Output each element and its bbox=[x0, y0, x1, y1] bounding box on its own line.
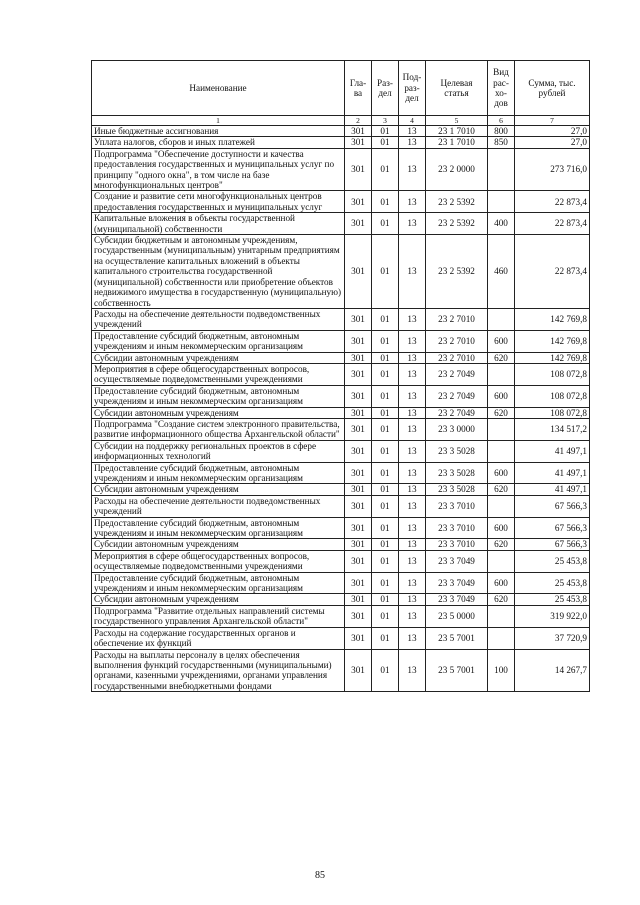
row-podrazdel: 13 bbox=[399, 605, 426, 627]
row-target: 23 3 0000 bbox=[426, 418, 488, 440]
row-razdel: 01 bbox=[372, 213, 399, 235]
row-target: 23 2 7010 bbox=[426, 352, 488, 363]
row-target: 23 3 7049 bbox=[426, 572, 488, 594]
row-target: 23 3 7049 bbox=[426, 594, 488, 605]
row-glava: 301 bbox=[345, 126, 372, 137]
row-razdel: 01 bbox=[372, 649, 399, 692]
row-vid bbox=[488, 363, 515, 385]
row-glava: 301 bbox=[345, 385, 372, 407]
row-razdel: 01 bbox=[372, 418, 399, 440]
row-podrazdel: 13 bbox=[399, 649, 426, 692]
row-razdel: 01 bbox=[372, 148, 399, 191]
row-podrazdel: 13 bbox=[399, 191, 426, 213]
row-vid bbox=[488, 308, 515, 330]
row-glava: 301 bbox=[345, 649, 372, 692]
table-row bbox=[92, 213, 590, 235]
row-target: 23 2 0000 bbox=[426, 148, 488, 191]
row-podrazdel: 13 bbox=[399, 213, 426, 235]
row-vid: 600 bbox=[488, 517, 515, 539]
row-sum: 67 566,3 bbox=[515, 517, 590, 539]
row-vid bbox=[488, 627, 515, 649]
table-row bbox=[92, 440, 590, 462]
row-target: 23 5 0000 bbox=[426, 605, 488, 627]
row-vid bbox=[488, 605, 515, 627]
row-podrazdel: 13 bbox=[399, 462, 426, 484]
row-sum: 108 072,8 bbox=[515, 385, 590, 407]
table-row bbox=[92, 495, 590, 517]
table-row bbox=[92, 572, 590, 594]
row-podrazdel: 13 bbox=[399, 418, 426, 440]
row-glava: 301 bbox=[345, 363, 372, 385]
row-vid bbox=[488, 191, 515, 213]
row-name: Расходы на обеспечение деятельности подведомственных учреждений bbox=[92, 495, 345, 517]
row-vid: 600 bbox=[488, 330, 515, 352]
row-glava: 301 bbox=[345, 352, 372, 363]
row-target: 23 2 7049 bbox=[426, 385, 488, 407]
row-name: Иные бюджетные ассигнования bbox=[92, 126, 345, 137]
row-sum: 67 566,3 bbox=[515, 539, 590, 550]
header-target: Целевая статья bbox=[426, 61, 488, 116]
row-sum: 41 497,1 bbox=[515, 440, 590, 462]
row-razdel: 01 bbox=[372, 550, 399, 572]
row-vid: 620 bbox=[488, 484, 515, 495]
row-sum: 108 072,8 bbox=[515, 363, 590, 385]
row-sum: 37 720,9 bbox=[515, 627, 590, 649]
row-vid bbox=[488, 495, 515, 517]
row-sum: 22 873,4 bbox=[515, 191, 590, 213]
row-podrazdel: 13 bbox=[399, 594, 426, 605]
row-podrazdel: 13 bbox=[399, 235, 426, 309]
row-sum: 22 873,4 bbox=[515, 213, 590, 235]
row-sum: 25 453,8 bbox=[515, 594, 590, 605]
header-name: Наименование bbox=[92, 61, 345, 116]
row-glava: 301 bbox=[345, 484, 372, 495]
row-razdel: 01 bbox=[372, 407, 399, 418]
row-vid: 620 bbox=[488, 539, 515, 550]
row-razdel: 01 bbox=[372, 126, 399, 137]
row-target: 23 2 7049 bbox=[426, 407, 488, 418]
table-row bbox=[92, 191, 590, 213]
row-sum: 142 769,8 bbox=[515, 330, 590, 352]
row-glava: 301 bbox=[345, 627, 372, 649]
row-podrazdel: 13 bbox=[399, 363, 426, 385]
row-sum: 14 267,7 bbox=[515, 649, 590, 692]
row-glava: 301 bbox=[345, 572, 372, 594]
row-name: Субсидии на поддержку региональных проектов в сфере информационных технологий bbox=[92, 440, 345, 462]
row-sum: 273 716,0 bbox=[515, 148, 590, 191]
row-razdel: 01 bbox=[372, 352, 399, 363]
row-name: Субсидии автономным учреждениям bbox=[92, 407, 345, 418]
row-target: 23 2 5392 bbox=[426, 213, 488, 235]
row-glava: 301 bbox=[345, 148, 372, 191]
row-razdel: 01 bbox=[372, 462, 399, 484]
row-glava: 301 bbox=[345, 462, 372, 484]
row-razdel: 01 bbox=[372, 440, 399, 462]
column-number-row bbox=[92, 116, 590, 126]
row-target: 23 2 7049 bbox=[426, 363, 488, 385]
row-vid: 800 bbox=[488, 126, 515, 137]
row-podrazdel: 13 bbox=[399, 308, 426, 330]
row-vid: 400 bbox=[488, 213, 515, 235]
table-row bbox=[92, 126, 590, 137]
row-target: 23 3 7010 bbox=[426, 495, 488, 517]
row-sum: 134 517,2 bbox=[515, 418, 590, 440]
row-podrazdel: 13 bbox=[399, 495, 426, 517]
column-number: 5 bbox=[426, 116, 488, 126]
row-podrazdel: 13 bbox=[399, 550, 426, 572]
table-row bbox=[92, 605, 590, 627]
column-number: 6 bbox=[488, 116, 515, 126]
budget-table bbox=[91, 60, 590, 692]
row-target: 23 5 7001 bbox=[426, 649, 488, 692]
row-name: Предоставление субсидий бюджетным, автономным учреждениям и иным некоммерческим организациям bbox=[92, 572, 345, 594]
row-name: Предоставление субсидий бюджетным, автономным учреждениям и иным некоммерческим организациям bbox=[92, 330, 345, 352]
row-podrazdel: 13 bbox=[399, 484, 426, 495]
row-sum: 41 497,1 bbox=[515, 484, 590, 495]
row-name: Субсидии автономным учреждениям bbox=[92, 594, 345, 605]
header-razdel: Раз-дел bbox=[372, 61, 399, 116]
table-row bbox=[92, 363, 590, 385]
row-sum: 142 769,8 bbox=[515, 352, 590, 363]
column-number: 3 bbox=[372, 116, 399, 126]
table-body bbox=[92, 126, 590, 692]
row-podrazdel: 13 bbox=[399, 330, 426, 352]
column-number: 1 bbox=[92, 116, 345, 126]
header-glava: Гла-ва bbox=[345, 61, 372, 116]
row-razdel: 01 bbox=[372, 627, 399, 649]
row-vid bbox=[488, 148, 515, 191]
row-glava: 301 bbox=[345, 191, 372, 213]
row-sum: 22 873,4 bbox=[515, 235, 590, 309]
table-row bbox=[92, 539, 590, 550]
row-razdel: 01 bbox=[372, 385, 399, 407]
row-sum: 319 922,0 bbox=[515, 605, 590, 627]
row-razdel: 01 bbox=[372, 605, 399, 627]
row-target: 23 3 7010 bbox=[426, 517, 488, 539]
row-vid bbox=[488, 550, 515, 572]
row-glava: 301 bbox=[345, 605, 372, 627]
row-glava: 301 bbox=[345, 594, 372, 605]
row-name: Субсидии автономным учреждениям bbox=[92, 539, 345, 550]
row-target: 23 3 7049 bbox=[426, 550, 488, 572]
row-name: Расходы на обеспечение деятельности подведомственных учреждений bbox=[92, 308, 345, 330]
row-name: Предоставление субсидий бюджетным, автономным учреждениям и иным некоммерческим организациям bbox=[92, 517, 345, 539]
table-row bbox=[92, 352, 590, 363]
row-target: 23 3 7010 bbox=[426, 539, 488, 550]
row-podrazdel: 13 bbox=[399, 148, 426, 191]
row-target: 23 1 7010 bbox=[426, 126, 488, 137]
row-name: Расходы на содержание государственных органов и обеспечение их функций bbox=[92, 627, 345, 649]
row-sum: 25 453,8 bbox=[515, 572, 590, 594]
row-vid: 600 bbox=[488, 462, 515, 484]
row-podrazdel: 13 bbox=[399, 126, 426, 137]
table-row bbox=[92, 235, 590, 309]
header-row bbox=[92, 61, 590, 116]
row-razdel: 01 bbox=[372, 191, 399, 213]
table-row bbox=[92, 407, 590, 418]
row-razdel: 01 bbox=[372, 517, 399, 539]
row-razdel: 01 bbox=[372, 330, 399, 352]
row-podrazdel: 13 bbox=[399, 440, 426, 462]
row-razdel: 01 bbox=[372, 484, 399, 495]
table-row bbox=[92, 148, 590, 191]
row-razdel: 01 bbox=[372, 572, 399, 594]
row-sum: 25 453,8 bbox=[515, 550, 590, 572]
row-podrazdel: 13 bbox=[399, 352, 426, 363]
row-name: Мероприятия в сфере общегосударственных вопросов, осуществляемые подведомственными учреждениями bbox=[92, 363, 345, 385]
row-name: Капитальные вложения в объекты государственной (муниципальной) собственности bbox=[92, 213, 345, 235]
row-glava: 301 bbox=[345, 407, 372, 418]
row-name: Расходы на выплаты персоналу в целях обеспечения выполнения функций государственными (муниципальными) органами, казенными учреждениями, органами управления государственными внебюджетными фондами bbox=[92, 649, 345, 692]
row-glava: 301 bbox=[345, 440, 372, 462]
table-row bbox=[92, 137, 590, 148]
row-sum: 142 769,8 bbox=[515, 308, 590, 330]
row-glava: 301 bbox=[345, 235, 372, 309]
row-sum: 41 497,1 bbox=[515, 462, 590, 484]
row-glava: 301 bbox=[345, 418, 372, 440]
row-razdel: 01 bbox=[372, 235, 399, 309]
row-glava: 301 bbox=[345, 517, 372, 539]
table-row bbox=[92, 649, 590, 692]
table-row bbox=[92, 484, 590, 495]
row-vid bbox=[488, 440, 515, 462]
row-name: Предоставление субсидий бюджетным, автономным учреждениям и иным некоммерческим организациям bbox=[92, 462, 345, 484]
row-name: Субсидии автономным учреждениям bbox=[92, 352, 345, 363]
table-row bbox=[92, 627, 590, 649]
row-razdel: 01 bbox=[372, 539, 399, 550]
table-row bbox=[92, 330, 590, 352]
row-target: 23 1 7010 bbox=[426, 137, 488, 148]
row-podrazdel: 13 bbox=[399, 385, 426, 407]
row-sum: 67 566,3 bbox=[515, 495, 590, 517]
row-razdel: 01 bbox=[372, 495, 399, 517]
page-number: 85 bbox=[315, 870, 325, 881]
row-target: 23 2 7010 bbox=[426, 330, 488, 352]
row-vid bbox=[488, 418, 515, 440]
row-target: 23 2 5392 bbox=[426, 191, 488, 213]
row-podrazdel: 13 bbox=[399, 572, 426, 594]
header-sum: Сумма, тыс. рублей bbox=[515, 61, 590, 116]
row-sum: 27,0 bbox=[515, 137, 590, 148]
table-row bbox=[92, 308, 590, 330]
row-name: Субсидии автономным учреждениям bbox=[92, 484, 345, 495]
row-name: Подпрограмма "Развитие отдельных направлений системы государственного управления Архангельской области" bbox=[92, 605, 345, 627]
table-row bbox=[92, 550, 590, 572]
row-glava: 301 bbox=[345, 330, 372, 352]
row-vid: 600 bbox=[488, 385, 515, 407]
table-row bbox=[92, 385, 590, 407]
row-podrazdel: 13 bbox=[399, 137, 426, 148]
table-header bbox=[92, 61, 590, 126]
column-number: 4 bbox=[399, 116, 426, 126]
row-vid: 460 bbox=[488, 235, 515, 309]
table-row bbox=[92, 594, 590, 605]
row-podrazdel: 13 bbox=[399, 627, 426, 649]
row-glava: 301 bbox=[345, 213, 372, 235]
column-number: 7 bbox=[515, 116, 590, 126]
row-glava: 301 bbox=[345, 308, 372, 330]
row-target: 23 2 5392 bbox=[426, 235, 488, 309]
row-razdel: 01 bbox=[372, 363, 399, 385]
row-sum: 27,0 bbox=[515, 126, 590, 137]
row-podrazdel: 13 bbox=[399, 517, 426, 539]
row-sum: 108 072,8 bbox=[515, 407, 590, 418]
row-target: 23 2 7010 bbox=[426, 308, 488, 330]
row-name: Создание и развитие сети многофункциональных центров предоставления государственных и муниципальных услуг bbox=[92, 191, 345, 213]
header-podrazdel: Под-раз-дел bbox=[399, 61, 426, 116]
row-glava: 301 bbox=[345, 550, 372, 572]
table-row bbox=[92, 462, 590, 484]
row-razdel: 01 bbox=[372, 594, 399, 605]
row-glava: 301 bbox=[345, 137, 372, 148]
row-target: 23 3 5028 bbox=[426, 484, 488, 495]
row-vid: 620 bbox=[488, 594, 515, 605]
row-razdel: 01 bbox=[372, 137, 399, 148]
row-vid: 850 bbox=[488, 137, 515, 148]
row-glava: 301 bbox=[345, 539, 372, 550]
table-row bbox=[92, 418, 590, 440]
row-name: Мероприятия в сфере общегосударственных вопросов, осуществляемые подведомственными учреждениями bbox=[92, 550, 345, 572]
row-vid: 620 bbox=[488, 352, 515, 363]
row-razdel: 01 bbox=[372, 308, 399, 330]
row-vid: 100 bbox=[488, 649, 515, 692]
row-glava: 301 bbox=[345, 495, 372, 517]
row-target: 23 3 5028 bbox=[426, 440, 488, 462]
row-name: Уплата налогов, сборов и иных платежей bbox=[92, 137, 345, 148]
row-name: Предоставление субсидий бюджетным, автономным учреждениям и иным некоммерческим организациям bbox=[92, 385, 345, 407]
row-vid: 620 bbox=[488, 407, 515, 418]
row-vid: 600 bbox=[488, 572, 515, 594]
row-target: 23 3 5028 bbox=[426, 462, 488, 484]
row-podrazdel: 13 bbox=[399, 539, 426, 550]
row-target: 23 5 7001 bbox=[426, 627, 488, 649]
header-vid: Вид рас-хо-дов bbox=[488, 61, 515, 116]
table-row bbox=[92, 517, 590, 539]
row-name: Подпрограмма "Создание систем электронного правительства, развитие информационного общества Архангельской области" bbox=[92, 418, 345, 440]
column-number: 2 bbox=[345, 116, 372, 126]
row-name: Субсидии бюджетным и автономным учреждениям, государственным (муниципальным) унитарным предприятиям на осуществление капитальных вложений в объекты капитального строительства государственной (муниципальной) собственности или приобретение объектов недвижимого имущества в государственную (муниципальную) собственность bbox=[92, 235, 345, 309]
row-podrazdel: 13 bbox=[399, 407, 426, 418]
row-name: Подпрограмма "Обеспечение доступности и качества предоставления государственных и муниципальных услуг по принципу "одного окна", в том числе на базе многофункциональных центров" bbox=[92, 148, 345, 191]
